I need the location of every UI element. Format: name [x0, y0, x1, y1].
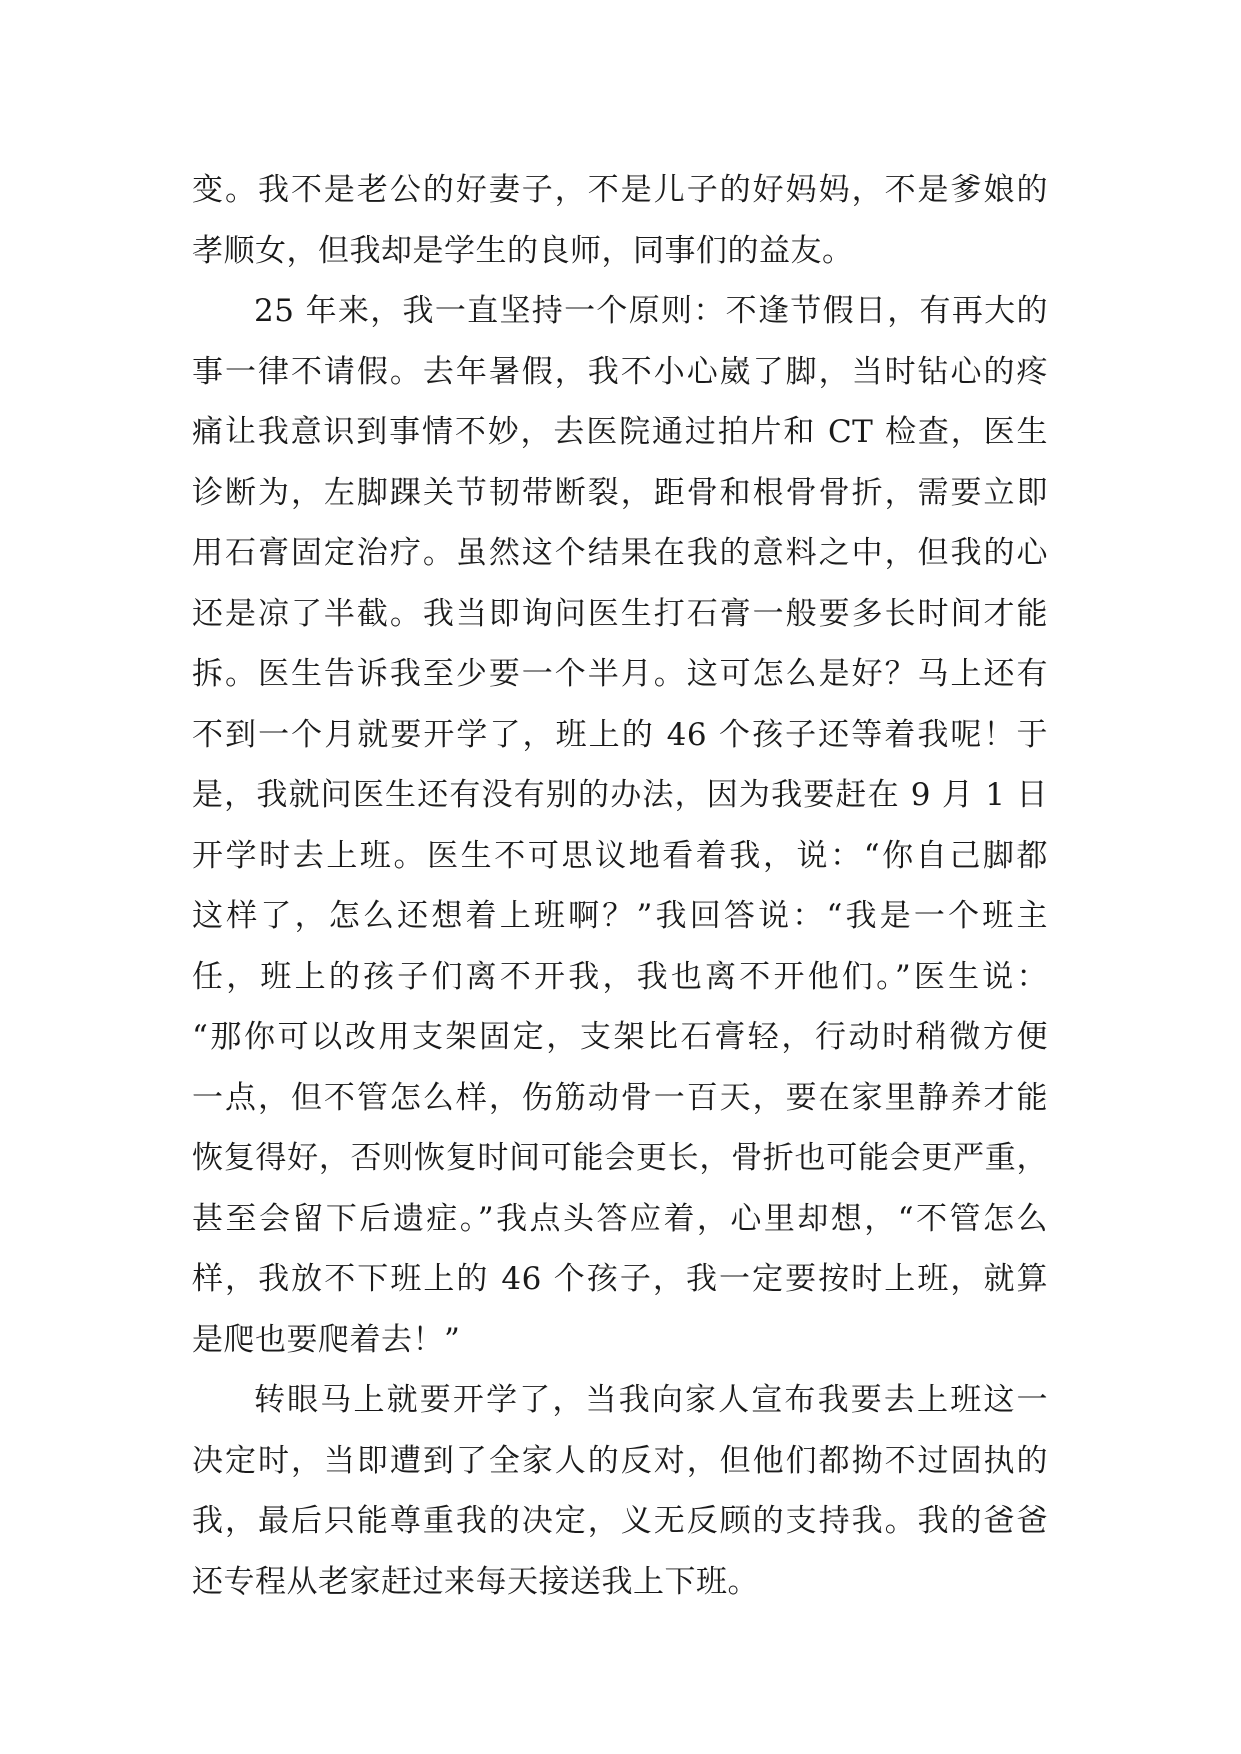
paragraph-first-line: 25 年来，我一直坚持一个原则：不逢节假日，有再大的 [254, 293, 1048, 329]
text-line: 是，我就问医生还有没有别的办法，因为我要赶在 9 月 1 日 [192, 777, 1048, 813]
text-line: 痛让我意识到事情不妙，去医院通过拍片和 CT 检查，医生 [192, 414, 1048, 450]
text-line: 开学时去上班。医生不可思议地看着我，说：“你自己脚都 [192, 837, 1048, 874]
text-line: 拆。医生告诉我至少要一个半月。这可怎么是好？马上还有 [192, 656, 1048, 692]
text-line: 还是凉了半截。我当即询问医生打石膏一般要多长时间才能 [192, 595, 1048, 632]
text-line: 还专程从老家赶过来每天接送我上下班。 [192, 1563, 759, 1600]
text-line: 一点，但不管怎么样，伤筋动骨一百天，要在家里静养才能 [192, 1079, 1048, 1116]
paragraph-first-line: 转眼马上就要开学了，当我向家人宣布我要去上班这一 [254, 1382, 1048, 1418]
text-line: 决定时，当即遭到了全家人的反对，但他们都拗不过固执的 [192, 1442, 1048, 1479]
text-line: 这样了，怎么还想着上班啊？”我回答说：“我是一个班主 [192, 898, 1048, 934]
text-line: 甚至会留下后遗症。”我点头答应着，心里却想，“不管怎么 [192, 1200, 1048, 1237]
text-line: 事一律不请假。去年暑假，我不小心崴了脚，当时钻心的疼 [192, 353, 1048, 390]
text-line: 任，班上的孩子们离不开我，我也离不开他们。”医生说： [192, 958, 1048, 995]
body-text [192, 160, 1048, 1612]
text-line: “那你可以改用支架固定，支架比石膏轻，行动时稍微方便 [192, 1019, 1048, 1055]
text-line: 我，最后只能尊重我的决定，义无反顾的支持我。我的爸爸 [192, 1503, 1048, 1539]
text-line: 用石膏固定治疗。虽然这个结果在我的意料之中，但我的心 [192, 535, 1048, 571]
text-line: 样，我放不下班上的 46 个孩子，我一定要按时上班，就算 [192, 1261, 1048, 1297]
text-line: 孝顺女，但我却是学生的良师，同事们的益友。 [192, 232, 854, 269]
text-line: 不到一个月就要开学了，班上的 46 个孩子还等着我呢！于 [192, 716, 1048, 753]
text-line: 是爬也要爬着去！” [192, 1321, 461, 1358]
text-line: 恢复得好，否则恢复时间可能会更长，骨折也可能会更严重， [192, 1140, 1048, 1176]
text-line: 变。我不是老公的好妻子，不是儿子的好妈妈，不是爹娘的 [192, 172, 1048, 208]
text-line: 诊断为，左脚踝关节韧带断裂，距骨和根骨骨折，需要立即 [192, 474, 1048, 511]
